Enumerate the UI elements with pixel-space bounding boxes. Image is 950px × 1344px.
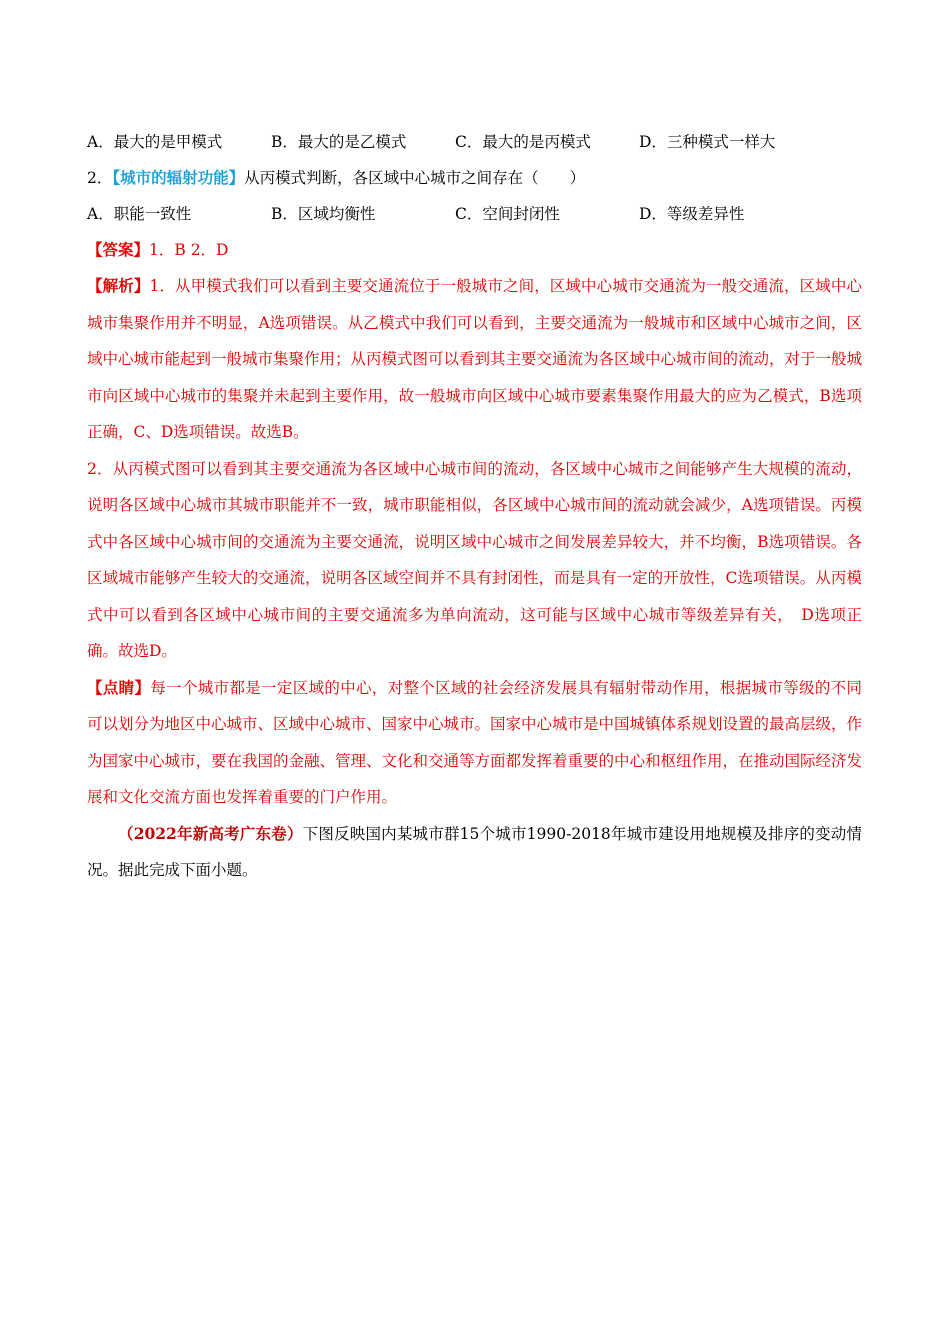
- exam-source: （2022年新高考广东卷）: [118, 823, 303, 843]
- q1-option-c[interactable]: C．最大的是丙模式: [455, 133, 591, 151]
- q2-option-b[interactable]: B．区域均衡性: [271, 205, 376, 223]
- analysis-text-1: 1．从甲模式我们可以看到主要交通流位于一般城市之间，区域中心城市交通流为一般交通流，区域中心城市集聚作用并不明显，A选项错误。从乙模式中我们可以看到，主要交通流为一般城市和区域中心城市之间，区域中心城市能起到一般城市集聚作用；从丙模式图可以看到其主要交通流为各区域中心城市间的流动，对于一般城市向区域中心城市的集聚并未起到主要作用，故一般城市向区域中心城市要素集聚作用最大的应为乙模式，B选项正确，C、D选项错误。故选B。: [87, 277, 863, 441]
- q1-option-b[interactable]: B．最大的是乙模式: [271, 133, 407, 151]
- q2-topic-tag: 【城市的辐射功能】: [112, 168, 245, 187]
- analysis-section: [87, 268, 862, 816]
- q2-stem-line: [87, 160, 862, 196]
- q1-options: [87, 124, 862, 160]
- insight-label: 【点睛】: [87, 677, 151, 697]
- q2-option-a[interactable]: A．职能一致性: [87, 205, 192, 223]
- q2-stem: 从丙模式判断，各区域中心城市之间存在（ ）: [244, 169, 586, 187]
- insight-text: 每一个城市都是一定区域的中心，对整个区域的社会经济发展具有辐射带动作用，根据城市等级的不同可以划分为地区中心城市、区域中心城市、国家中心城市。国家中心城市是中国城镇体系规划设置的最高层级，作为国家中心城市，要在我国的金融、管理、文化和交通等方面都发挥着重要的中心和枢纽作用，在推动国际经济发展和文化交流方面也发挥着重要的门户作用。: [87, 678, 863, 806]
- q2-option-d[interactable]: D．等级差异性: [639, 205, 745, 223]
- document-page: [87, 124, 862, 888]
- q2-option-c[interactable]: C．空间封闭性: [455, 205, 560, 223]
- next-section-text: 下图反映国内某城市群15个城市1990-2018年城市建设用地规模及排序的变动情况。据此完成下面小题。: [87, 824, 862, 879]
- analysis-label: 【解析】: [87, 276, 150, 295]
- answer-line: [87, 232, 862, 268]
- q1-option-a[interactable]: A．最大的是甲模式: [87, 133, 223, 151]
- insight-paragraph: [87, 670, 862, 816]
- q1-option-d[interactable]: D．三种模式一样大: [639, 133, 776, 151]
- analysis-paragraph-1: [87, 268, 862, 451]
- analysis-text-2: 2．从丙模式图可以看到其主要交通流为各区域中心城市间的流动，各区域中心城市之间能够产生大规模的流动，说明各区域中心城市其城市职能并不一致，城市职能相似，各区域中心城市间的流动就会减少，A选项错误。丙模式中各区域中心城市间的交通流为主要交通流，说明区域中心城市之间发展差异较大，并不均衡，B选项错误。各区域城市能够产生较大的交通流，说明各区域空间并不具有封闭性，而是具有一定的开放性，C选项错误。从丙模式中可以看到各区域中心城市间的主要交通流多为单向流动，这可能与区域中心城市等级差异有关， D选项正确。故选D。: [87, 459, 862, 660]
- q2-number: 2．: [87, 169, 113, 187]
- answer-text: 1．B 2．D: [149, 241, 229, 259]
- answer-label: 【答案】: [87, 240, 150, 259]
- analysis-paragraph-2: [87, 451, 862, 670]
- q2-options: [87, 196, 862, 232]
- next-section-intro: [87, 816, 862, 888]
